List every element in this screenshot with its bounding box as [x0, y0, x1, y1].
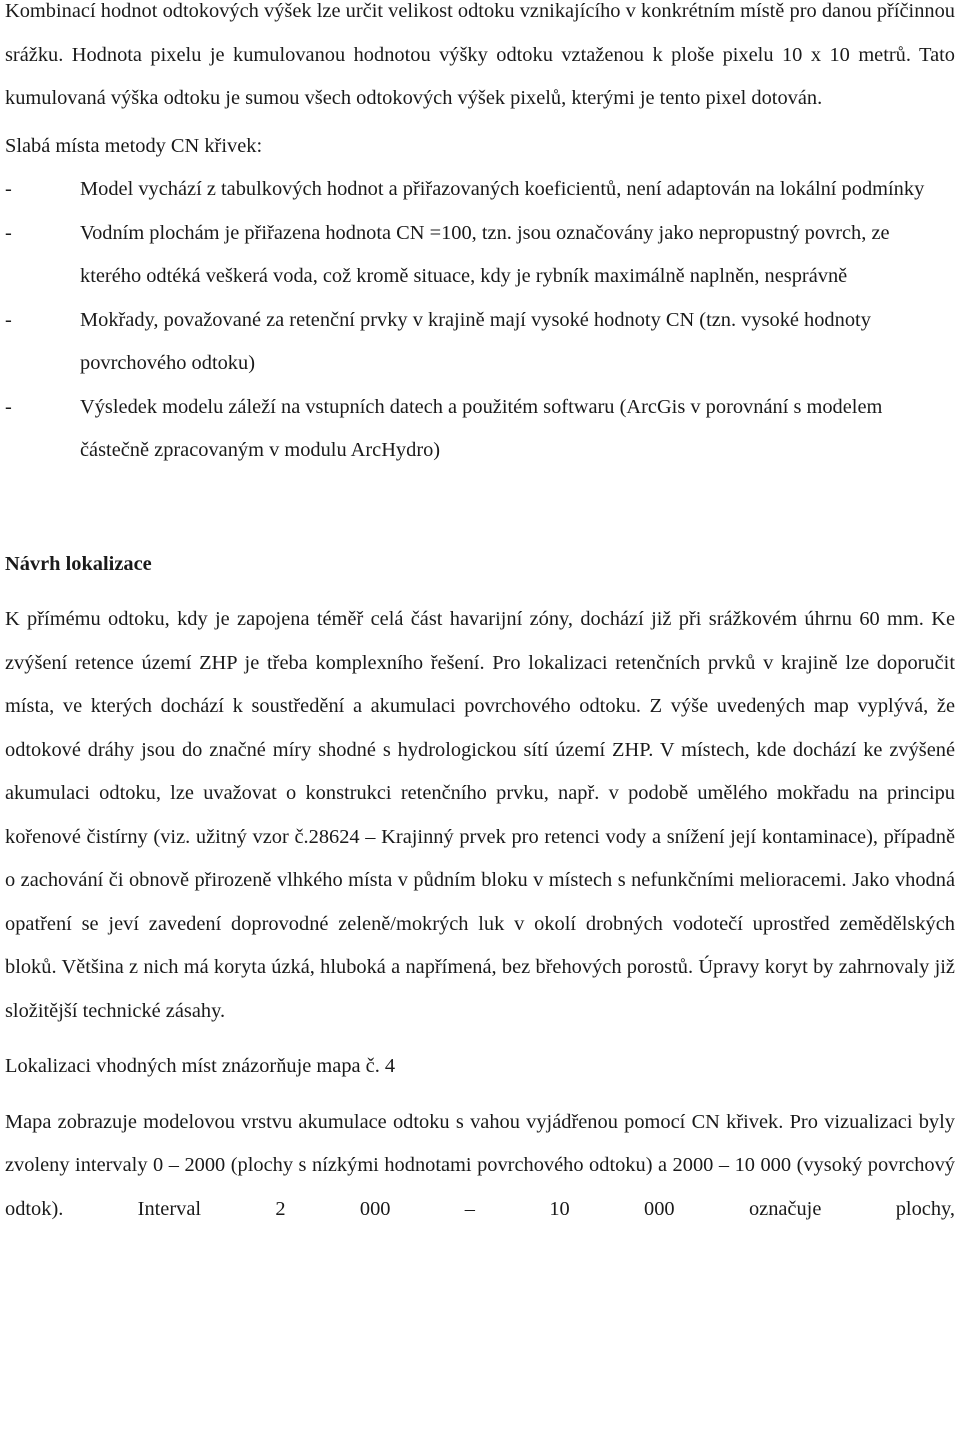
- document-page: [5, 0, 955, 1231]
- section-paragraph: K přímému odtoku, kdy je zapojena téměř celá část havarijní zóny, dochází již při srážkovém úhrnu 60 mm. Ke zvýšení retence území ZHP je třeba komplexního řešení. Pro lokalizaci retenčních prvků v krajině lze doporučit místa, ve kterých dochází k soustředění a akumulaci povrchového odtoku. Z výše uvedených map vyplývá, že odtokové dráhy jsou do značné míry shodné s hydrologickou sítí území ZHP. V místech, kde dochází ke zvýšené akumulaci odtoku, lze uvažovat o konstrukci retenčního prvku, např. v podobě umělého mokřadu na principu kořenové čistírny (viz. užitný vzor č.28624 – Krajinný prvek pro retenci vody a snížení její kontaminace), případně o zachování či obnově přirozeně vlhkého místa v půdním bloku v místech s nefunkčními melioracemi. Jako vhodná opatření se jeví zavedení doprovodné zeleně/mokrých luk v okolí drobných vodotečí uprostřed zemědělských bloků. Většina z nich má koryta úzká, hluboká a napřímená, bez břehových porostů. Úpravy koryt by zahrnovaly již složitější technické zásahy.: [5, 608, 955, 1022]
- weaknesses-list: [5, 168, 955, 473]
- list-dash: -: [5, 221, 12, 244]
- list-item: [5, 386, 955, 473]
- final-paragraph: Mapa zobrazuje modelovou vrstvu akumulace odtoku s vahou vyjádřenou pomocí CN křivek. Pro vizualizaci byly zvoleny intervaly 0 – 2000 (plochy s nízkými hodnotami povrchového odtoku) a 2000 – 10 000 (vysoký povrchový odtok). Interval 2 000 – 10 000 označuje plochy,: [5, 1110, 955, 1220]
- weaknesses-heading: Slabá místa metody CN křivek:: [5, 134, 263, 157]
- list-item: [5, 299, 955, 386]
- list-dash: -: [5, 308, 12, 331]
- list-item-text: Mokřady, považované za retenční prvky v krajině mají vysoké hodnoty CN (tzn. vysoké hodnoty povrchového odtoku): [80, 308, 871, 374]
- list-item-text: Výsledek modelu záleží na vstupních datech a použitém softwaru (ArcGis v porovnání s modelem částečně zpracovaným v modulu ArcHydro): [80, 395, 883, 461]
- list-dash: -: [5, 395, 12, 418]
- map-reference: Lokalizaci vhodných míst znázorňuje mapa č. 4: [5, 1055, 396, 1077]
- list-item-text: Vodním plochám je přiřazena hodnota CN =100, tzn. jsou označovány jako nepropustný povrch, ze kterého odtéká veškerá voda, což kromě situace, kdy je rybník maximálně naplněn, nesprávně: [80, 221, 890, 287]
- section-title: Návrh lokalizace: [5, 552, 152, 575]
- list-item-text: Model vychází z tabulkových hodnot a přiřazovaných koeficientů, není adaptován na lokální podmínky: [80, 178, 925, 200]
- list-dash: -: [5, 178, 12, 200]
- intro-paragraph: Kombinací hodnot odtokových výšek lze určit velikost odtoku vznikajícího v konkrétním místě pro danou příčinnou srážku. Hodnota pixelu je kumulovanou hodnotou výšky odtoku vztaženou k ploše pixelu 10 x 10 metrů. Tato kumulovaná výška odtoku je sumou všech odtokových výšek pixelů, kterými je tento pixel dotován.: [5, 0, 955, 109]
- list-item: [5, 212, 955, 299]
- list-item: [5, 168, 955, 212]
